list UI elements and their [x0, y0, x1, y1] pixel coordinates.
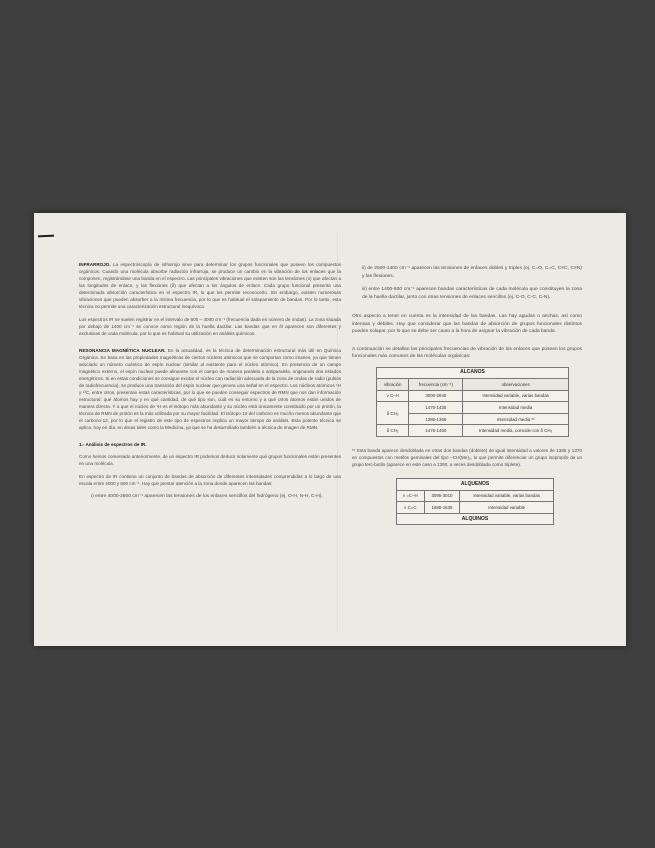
right-column [352, 265, 582, 525]
cell-vibration: δ CH₃ [377, 402, 409, 425]
alquenos-title: ALQUENOS [397, 479, 554, 491]
rmn-text: En la actualidad, es la técnica de determinación estructural más útil en Química Orgánica. Se basa en las propiedades magnéticas de ciertos núcleos atómicos que se comportan como imanes, ya que tienen asociado un número cuántico de espín nuclear (similar al existente para el núcleo atómico). En presencia de un campo magnético externo, el espín nuclear puede alinearse con el campo de manera paralela o antiparalela, originando dos estados energéticos. Si en estas condiciones se consigue excitar el núcleo con radiación adecuada de la zona de ondas de radio (pulsos de radiofrecuencia), se produce una transición del espín nuclear que genera una señal en el espectro. Los núcleos atómicos ¹H y ¹³C, entre otros, presentan estas características, por lo que se pueden conseguir espectros de RMN que nos dan información estructural: qué átomos hay y en qué cantidad, de qué tipo son, cuál es su entorno y a qué otros átomos están unidos de manera directa. Y a que el núcleo de ¹H es el isótopo más abundante y su núcleo está únicamente constituido por un protón, la técnica de RMN de protón es la más utilizada por su mayor facilidad. El isótopo 13 del carbono es mucho menos abundante que el carbono-12, por lo que el registro de este tipo de espectros implica un mayor tiempo de análisis. Esta potente técnica se aplica, hoy en día, en áreas tales como la Medicina, ya que se ha desarrollado también a técnica de imagen de RMN. [79, 348, 342, 430]
alcanos-title: ALCANOS [377, 367, 569, 379]
cell-observation: Intensidad media *¹ [463, 413, 569, 425]
paragraph-frequencies-intro: A continuación se detallan las principales frecuencias de vibración de los enlaces que poseen los grupos funcionales más comunes de las moléculas orgánicas: [352, 346, 582, 359]
cell-frequency: 1680-1635 [424, 502, 460, 514]
left-column [79, 261, 341, 507]
alquinos-title: ALQUINOS [397, 513, 554, 525]
paragraph-band-intensity: Otro aspecto a tener en cuenta es la intensidad de las bandas. Las hay agudas o anchas, así como intensas y débiles. Hay que considerar que las bandas de absorción de grupos funcionales distintos pueden solapar, por lo que se debe ser cauto a la hora de asignar la vibración de cada banda. [352, 314, 582, 334]
cell-observation: Intensidad variable [460, 502, 554, 514]
cell-observation: Intensidad media, coincide con δ CH₃ [463, 425, 569, 437]
table-row [377, 390, 569, 402]
table-row [397, 502, 554, 514]
paragraph-zone-iii: iii) entre 1400-600 cm⁻¹ aparecen bandas características de cada molécula que constituyen la zona de la huella dactilar, junto con otras tensiones de enlaces sencillos (ej. C-O, C-C, C-N). [362, 287, 582, 300]
pen-mark [38, 235, 54, 238]
cell-vibration: ν C=C [397, 502, 425, 514]
rmn-heading: RESONANCIA MAGNÉTICA NUCLEAR. [79, 348, 166, 353]
cell-vibration: δ CH₂ [377, 425, 409, 437]
cell-vibration: ν C–H [377, 390, 409, 402]
header-observations: observaciones [463, 379, 569, 391]
cell-frequency: 1380-1365 [409, 413, 463, 425]
cell-frequency: 3000-2840 [409, 390, 463, 402]
paragraph-zone-ii: ii) de 2500-1400 cm⁻¹ aparecen las tensiones de enlaces dobles y triples (ej. C=O, C=C, C≡C, C≡N) y las flexiones. [362, 266, 582, 279]
infrarrojo-text: La espectroscopía de infrarrojo sirve para determinar los grupos funcionales que poseen los compuestos orgánicos. Cuando una molécula absorbe radiación infrarroja, se produce un cambio en la vibración de los enlaces que la componen, registrándose una banda en el espectro. Las principales vibraciones que existen son las tensiones (v) que afectan a las longitudes de enlace, y las flexiones (δ) que afectan a los ángulos de enlace. Cada grupo funcional presenta una determinada absorción característica en el espectro IR, lo que les permite reconocerlo. Sin embargo, existen numerosas vibraciones que pueden absorber a la misma frecuencia, por lo que es habitual el solapamiento de bandas. Por lo tanto, esta técnica no permite una caracterización estructural inequívoca. [79, 262, 341, 309]
section-heading-ir-analysis: 1.- Análisis de espectros de IR. [79, 442, 147, 447]
scanned-page [34, 213, 626, 646]
cell-observation: Intensidad variable, varias bandas [463, 390, 569, 402]
cell-frequency: 3095-3010 [424, 490, 460, 502]
table-alcanos [376, 367, 569, 438]
paragraph-ir-bands: En espectro de IR contiene un conjunto de bandas de absorción de diferentes intensidades comprendidas a lo largo de una escala entre 4000 y 600 cm⁻¹. Hay que prestar atención a la zona donde aparecen las bandas: [79, 474, 341, 486]
table-row [377, 402, 569, 414]
cell-frequency: 1470-1430 [409, 402, 463, 414]
footnote-doublet: *¹ Esta banda aparece desdoblada en otras dos bandas (doblete) de igual intensidad a valores de 1385 y 1370 en compuestos con metilos geminales del tipo –CH(Me)₂, lo que permite diferenciar un grupo isopropilo de un grupo terc-butilo (aparece en este caso a 1390, a veces desdoblada como triplete). [352, 448, 582, 468]
header-vibration: vibración [377, 379, 409, 391]
cell-observation: Intensidad media [463, 402, 569, 414]
cell-vibration: ν =C–H [397, 490, 425, 502]
table-alquenos [396, 478, 554, 525]
paragraph-infrarrojo [79, 261, 341, 310]
cell-observation: Intensidad variable, varias bandas [460, 490, 554, 502]
paragraph-rmn [79, 347, 341, 431]
paragraph-spectral-range: Los espectros IR se suelen registrar en el intervalo de 600 – 4000 cm⁻¹ (frecuencia dada en número de ondas). La zona situada por debajo de 1400 cm⁻¹ se conoce como región de la huella dactilar. Las bandas que en él aparecen son diferentes y exclusivas de cada molécula, por lo que es habitual su utilización en análisis químicos. [79, 317, 341, 336]
header-frequency: frecuencia (cm⁻¹) [409, 379, 463, 391]
table-row [397, 490, 554, 502]
cell-frequency: 1475-1450 [409, 425, 463, 437]
table-row [377, 425, 569, 437]
infrarrojo-heading: INFRARROJO. [79, 262, 111, 267]
paragraph-zone-i: i) entre 4000-2500 cm⁻¹ aparecen las tensiones de los enlaces sencillos del hidrógeno (ej. O-H, N-H, C-H). [91, 494, 323, 499]
paragraph-ir-intro: Como hemos comentado anteriormente, de un espectro IR podemos deducir solamente qué grupos funcionales están presentes en una molécula. [79, 454, 341, 466]
